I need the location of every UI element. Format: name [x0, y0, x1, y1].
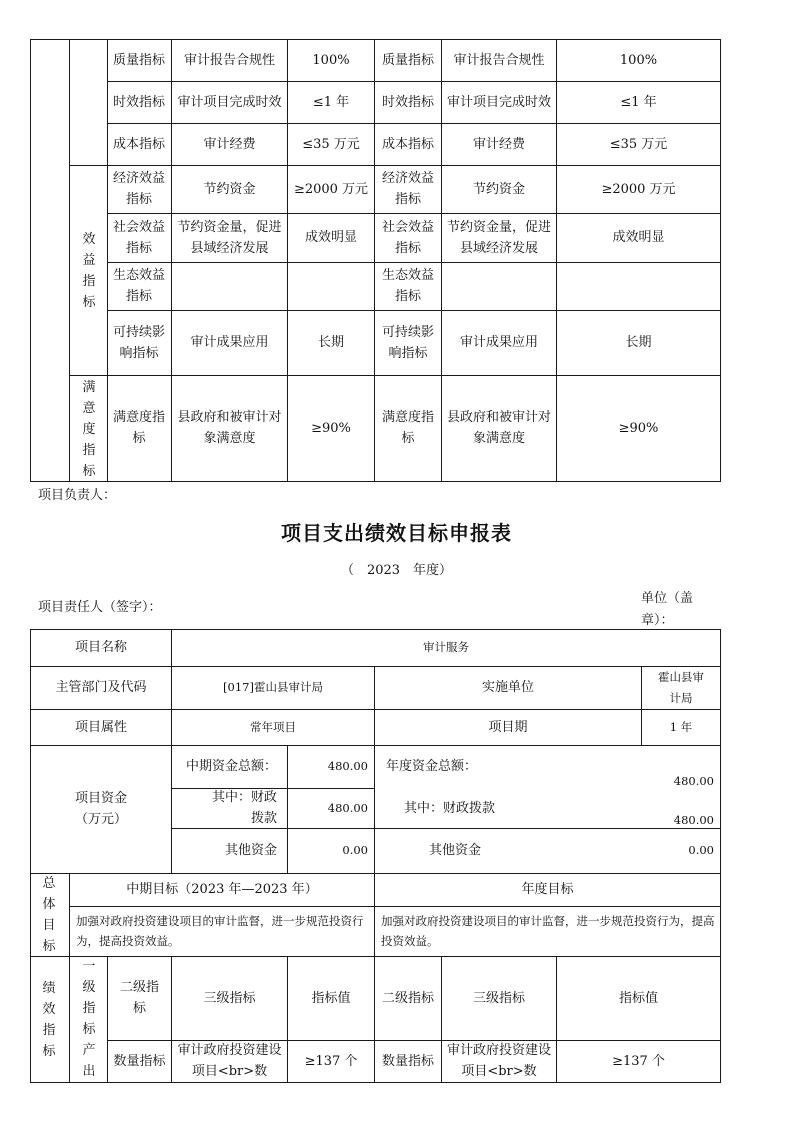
level2-header-b: 二级指标 — [381, 990, 434, 1006]
indicator-l3: 审计项目完成时效 — [177, 94, 282, 110]
indicator-l3: 节约资金量，促进县域经济发展 — [446, 219, 551, 256]
project-name-value: 审计服务 — [423, 640, 469, 654]
indicator-l3: 审计成果应用 — [459, 335, 538, 350]
indicator-l3: 节约资金 — [203, 181, 256, 197]
overall-goal-label: 总体目标 — [42, 875, 56, 954]
indicator-category: 社会效益指标 — [113, 219, 166, 256]
perf-indicator-label: 绩效指标 — [42, 981, 56, 1059]
indicator-value: ≥2000 万元 — [293, 181, 369, 197]
funds-label: 项目资金（万元） — [74, 791, 127, 827]
indicator-category: 经济效益指标 — [113, 171, 166, 207]
indicator-value: 成效明显 — [304, 230, 357, 245]
project-name-label: 项目名称 — [74, 640, 127, 655]
indicator-category: 经济效益指标 — [381, 171, 434, 207]
value-header-b: 指标值 — [618, 990, 658, 1006]
quantity-l3-b: 审计政府投资建设项目<br>数 — [446, 1043, 551, 1079]
dept-label: 主管部门及代码 — [55, 680, 147, 695]
quantity-value-b: ≥137 个 — [612, 1053, 665, 1069]
indicator-value: ≥90% — [311, 420, 351, 436]
project-leader-label: 项目负责人： — [38, 488, 117, 503]
satisfaction-group-label: 满意度指标 — [82, 379, 96, 479]
indicator-value — [557, 262, 720, 310]
indicator-category: 生态效益指标 — [113, 268, 166, 304]
year-goal-text: 加强对政府投资建设项目的审计监督，进一步规范投资行为，提高投资效益。 — [381, 914, 715, 948]
year-other-value: 0.00 — [688, 843, 714, 857]
responsible-label: 项目责任人（签字）： — [38, 600, 162, 615]
indicator-l3: 节约资金 — [472, 181, 525, 197]
dept-value: [017]霍山县审计局 — [223, 680, 323, 694]
year-fin-value: 480.00 — [673, 812, 714, 827]
mid-goal-text: 加强对政府投资建设项目的审计监督，进一步规范投资行为，提高投资效益。 — [76, 914, 364, 948]
year-fin-label: 其中：财政拨款 — [404, 800, 496, 816]
indicator-value: ≤1 年 — [312, 94, 350, 110]
level1-header: 一级指标 — [82, 959, 96, 1037]
quantity-value: ≥137 个 — [304, 1053, 358, 1069]
indicator-category: 时效指标 — [381, 94, 434, 110]
impl-label: 实施单位 — [481, 680, 534, 695]
level3-header-b: 三级指标 — [472, 990, 525, 1006]
year-other-label: 其他资金 — [428, 843, 481, 858]
indicator-category: 成本指标 — [381, 136, 434, 152]
indicator-value: ≤35 万元 — [302, 136, 360, 152]
mid-fin-label: 其中：财政拨款 — [211, 790, 277, 826]
indicator-l3 — [442, 262, 556, 310]
indicator-l3: 县政府和被审计对象满意度 — [177, 410, 282, 446]
indicator-value: 100% — [619, 52, 658, 68]
mid-goal-label: 中期目标（2023 年—2023 年） — [126, 882, 318, 897]
indicator-category: 成本指标 — [113, 136, 166, 152]
year-total-value: 480.00 — [673, 774, 714, 788]
indicator-l3 — [172, 262, 287, 310]
unit-label: 单位（盖章）： — [641, 591, 694, 628]
indicator-value: 100% — [312, 52, 350, 68]
year-line: （ 2023 年度） — [340, 563, 453, 578]
quantity-label: 数量指标 — [113, 1053, 166, 1069]
mid-fin-value: 480.00 — [327, 800, 368, 815]
mid-total-value: 480.00 — [327, 759, 368, 773]
indicator-l3: 节约资金量，促进县域经济发展 — [177, 219, 282, 256]
level3-header: 三级指标 — [203, 990, 256, 1006]
indicator-category: 质量指标 — [381, 52, 434, 68]
indicator-l3: 审计报告合规性 — [183, 52, 275, 68]
impl-value: 霍山县审计局 — [658, 669, 704, 705]
indicator-l3: 审计报告合规性 — [453, 52, 545, 68]
attr-label: 项目属性 — [74, 719, 127, 735]
indicator-value: ≤1 年 — [620, 94, 657, 110]
indicator-value: ≤35 万元 — [609, 136, 668, 152]
level2-header: 二级指标 — [119, 980, 159, 1016]
benefit-group-label: 效益指标 — [82, 231, 96, 310]
indicator-category: 可持续影响指标 — [381, 324, 434, 361]
value-header: 指标值 — [311, 990, 351, 1006]
indicator-l3: 审计经费 — [472, 136, 525, 152]
indicator-l3: 县政府和被审计对象满意度 — [446, 410, 551, 446]
indicator-category: 时效指标 — [113, 94, 166, 110]
mid-other-label: 其他资金 — [224, 843, 277, 858]
mid-other-value: 0.00 — [342, 843, 368, 857]
indicator-category: 质量指标 — [113, 52, 166, 68]
year-total-label: 年度资金总额： — [386, 759, 478, 774]
indicator-value: ≥2000 万元 — [601, 181, 676, 197]
quantity-l3: 审计政府投资建设项目<br>数 — [177, 1043, 282, 1079]
indicator-value: 长期 — [317, 335, 344, 350]
indicator-value — [288, 262, 374, 310]
indicator-category: 满意度指标 — [381, 410, 434, 446]
indicator-category: 社会效益指标 — [381, 219, 434, 256]
attr-value: 常年项目 — [250, 719, 296, 734]
indicator-category: 满意度指标 — [113, 410, 166, 446]
mid-total-label: 中期资金总额： — [186, 759, 278, 774]
quantity-label-b: 数量指标 — [381, 1053, 434, 1069]
indicator-category: 可持续影响指标 — [113, 324, 166, 361]
period-value: 1 年 — [669, 719, 693, 734]
indicator-value: 长期 — [625, 335, 652, 350]
year-goal-label: 年度目标 — [521, 882, 574, 897]
period-label: 项目期 — [488, 719, 528, 735]
indicator-value: ≥90% — [618, 420, 659, 436]
indicator-value: 成效明显 — [612, 230, 665, 245]
indicator-l3: 审计经费 — [203, 136, 256, 152]
indicator-l3: 审计成果应用 — [190, 335, 269, 350]
output-label: 产出 — [82, 1043, 96, 1079]
indicator-category: 生态效益指标 — [381, 268, 434, 304]
indicator-l3: 审计项目完成时效 — [446, 94, 551, 110]
page-title: 项目支出绩效目标申报表 — [281, 521, 512, 545]
